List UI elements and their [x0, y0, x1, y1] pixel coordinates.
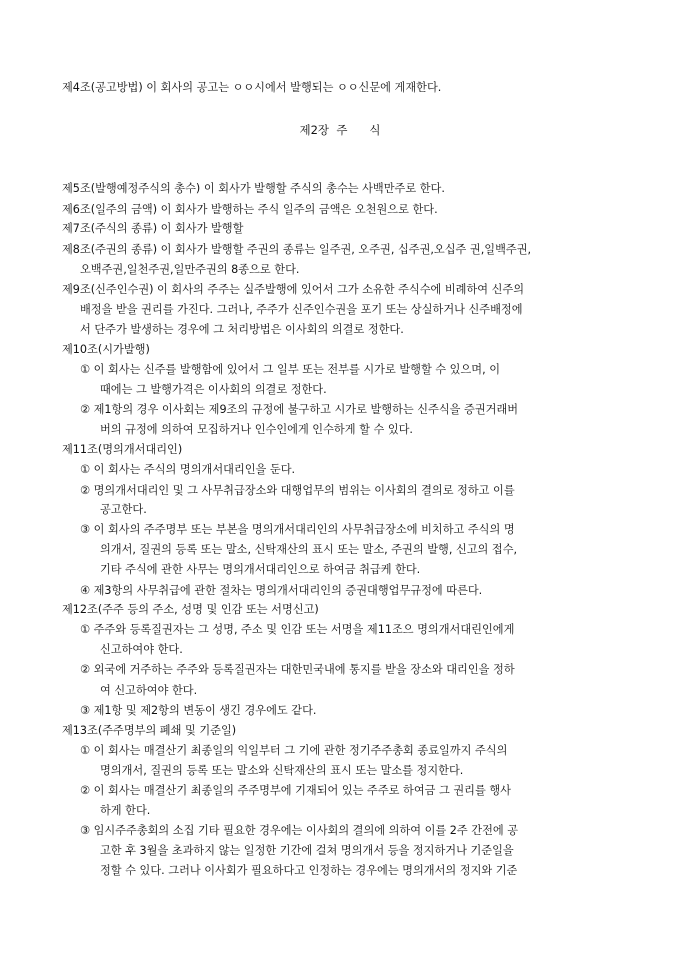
article-8-line-1: 제8조(주권의 종류) 이 회사가 발행할 주권의 종류는 일주권, 오주권, 십주권,오십주 권,일백주권, [62, 243, 532, 256]
article-13-clause-3b: 고한 후 3월을 초과하지 않는 일정한 기간에 걸쳐 명의개서 등을 정지하거나 기준일을 [100, 844, 514, 857]
article-5: 제5조(발행예정주식의 총수) 이 회사가 발행할 주식의 총수는 사백만주로 한다. [62, 182, 445, 195]
article-10-heading: 제10조(시가발행) [62, 343, 150, 356]
article-13-clause-1a: ① 이 회사는 매결산기 최종일의 익일부터 그 기에 관한 정기주주총회 종료일까지 주식의 [80, 744, 508, 757]
article-11-clause-3c: 기타 주식에 관한 사무는 명의개서대리인으로 하여금 취급케 한다. [100, 563, 421, 576]
article-9-line-3: 서 단주가 발생하는 경우에 그 처리방법은 이사회의 의결로 정한다. [80, 323, 404, 336]
article-12-clause-1a: ① 주주와 등록질권자는 그 성명, 주소 및 인감 또는 서명을 제11조으 명의개서대린인에게 [80, 623, 515, 636]
article-11-clause-1: ① 이 회사는 주식의 명의개서대리인을 둔다. [80, 463, 296, 476]
article-11-clause-2b: 공고한다. [100, 503, 147, 516]
article-10-clause-2b: 버의 규정에 의하여 모집하거나 인수인에게 인수하게 할 수 있다. [100, 423, 413, 436]
article-13-clause-2a: ② 이 회사는 매결산기 최종일의 주주명부에 기재되어 있는 주주로 하여금 그 권리를 행사 [80, 784, 511, 797]
article-6: 제6조(일주의 금액) 이 회사가 발행하는 주식 일주의 금액은 오천원으로 한다. [62, 203, 438, 216]
article-11-clause-3a: ③ 이 회사의 주주명부 또는 부본을 명의개서대리인의 사무취급장소에 비치하고 주식의 명 [80, 523, 515, 536]
article-8-line-2: 오백주권,일천주권,일만주권의 8종으로 한다. [80, 263, 300, 276]
article-7: 제7조(주식의 종류) 이 회사가 발행할 [62, 222, 244, 235]
article-12-clause-2b: 여 신고하여야 한다. [100, 684, 198, 697]
article-12-clause-1b: 신고하여야 한다. [100, 643, 183, 656]
article-13-clause-1b: 명의개서, 질권의 등록 또는 말소와 신탁재산의 표시 또는 말소를 정지한다. [100, 764, 464, 777]
article-9-line-2: 배정을 받을 권리를 가진다. 그러나, 주주가 신주인수권을 포기 또는 상실하거나 신주배정에 [80, 303, 523, 316]
article-11-heading: 제11조(명의개서대리인) [62, 443, 183, 456]
chapter-title: 제2장 주 식 [299, 123, 381, 137]
article-9-line-1: 제9조(신주인수권) 이 회사의 주주는 실주발행에 있어서 그가 소유한 주식수에 비례하여 신주의 [62, 283, 525, 296]
article-11-clause-3b: 의개서, 질권의 등록 또는 말소, 신탁재산의 표시 또는 말소, 주권의 발행, 신고의 접수, [100, 543, 518, 556]
article-13-clause-3c: 정할 수 있다. 그러나 이사회가 필요하다고 인정하는 경우에는 명의개서의 정지와 기준 [100, 864, 518, 877]
article-12-clause-3: ③ 제1항 및 제2항의 변동이 생긴 경우에도 같다. [80, 704, 317, 717]
article-12-clause-2a: ② 외국에 거주하는 주주와 등록질권자는 대한민국내에 통지를 받을 장소와 대리인을 정하 [80, 663, 515, 676]
article-11-clause-2a: ② 명의개서대리인 및 그 사무취급장소와 대행업무의 범위는 이사회의 결의로 정하고 이를 [80, 484, 515, 497]
article-10-clause-1a: ① 이 회사는 신주를 발행함에 있어서 그 일부 또는 전부를 시가로 발행할 수 있으며, 이 [80, 363, 501, 376]
article-13-clause-2b: 하게 한다. [100, 804, 151, 817]
article-12-heading: 제12조(주주 등의 주소, 성명 및 인감 또는 서명신고) [62, 603, 319, 616]
article-4: 제4조(공고방법) 이 회사의 공고는 ㅇㅇ시에서 발행되는 ㅇㅇ신문에 게재한다. [62, 81, 442, 94]
article-13-clause-3a: ③ 임시주주총회의 소집 기타 필요한 경우에는 이사회의 결의에 의하여 이를 2주 간전에 공 [80, 824, 519, 837]
article-10-clause-1b: 때에는 그 발행가격은 이사회의 의결로 정한다. [100, 383, 327, 396]
article-10-clause-2a: ② 제1항의 경우 이사회는 제9조의 규정에 불구하고 시가로 발행하는 신주식을 증권거래버 [80, 403, 519, 416]
article-13-heading: 제13조(주주명부의 폐쇄 및 기준일) [62, 724, 237, 737]
article-11-clause-4: ④ 제3항의 사무취급에 관한 절차는 명의개서대리인의 증권대행업무규정에 따른다. [80, 584, 483, 597]
